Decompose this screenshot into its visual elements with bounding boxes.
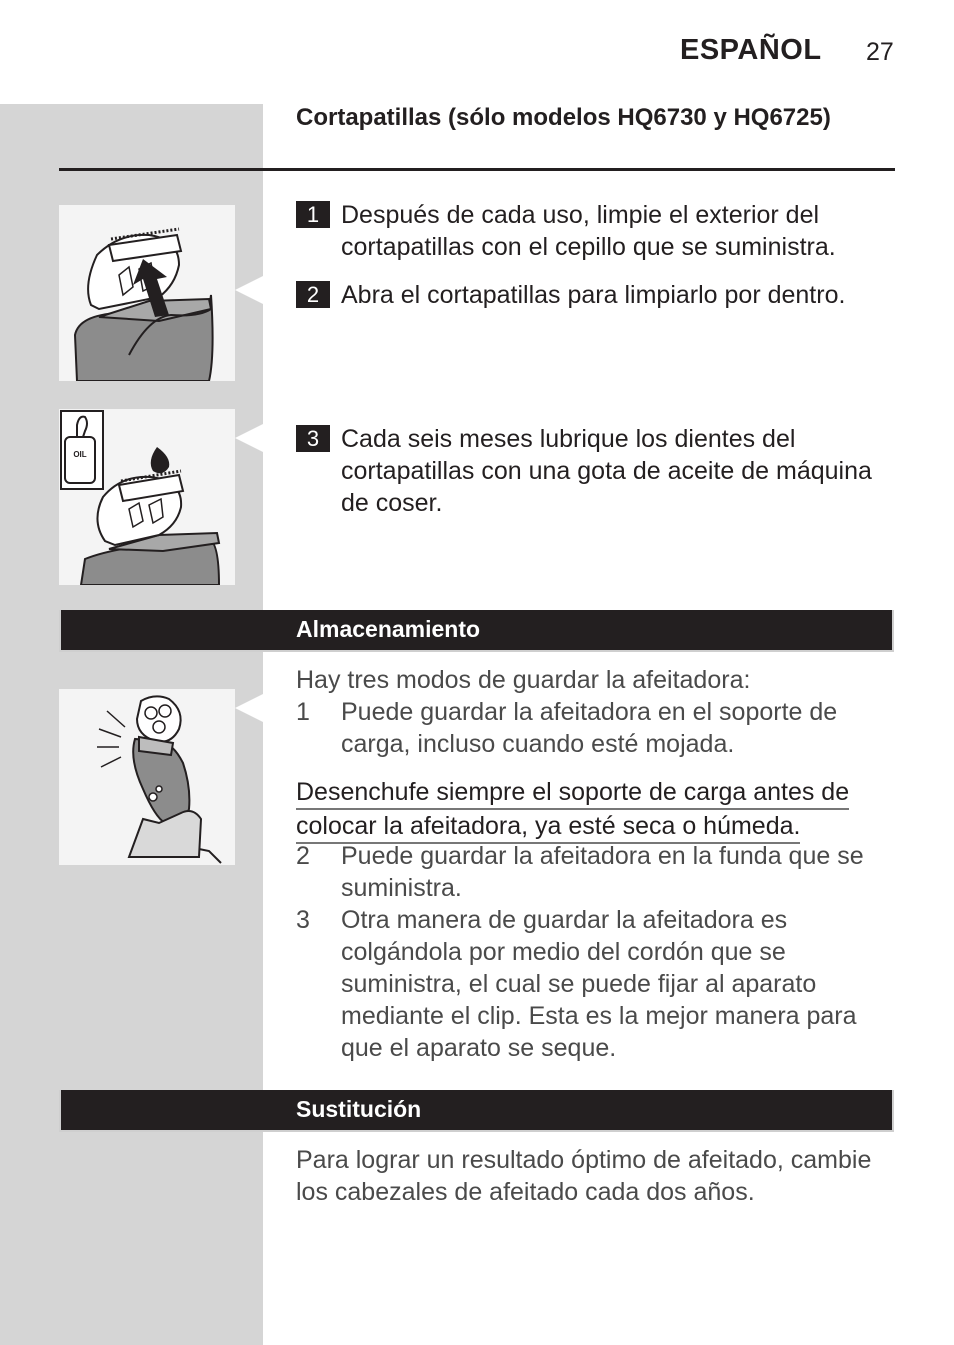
step-text: Después de cada uso, limpie el exterior del cortapatillas con el cepillo que se suministra.	[341, 201, 836, 261]
section-title-replacement: Sustitución	[296, 1096, 422, 1122]
list-text: Puede guardar la afeitadora en el soporte de carga, incluso cuando esté mojada.	[341, 698, 838, 758]
illustration-pointer	[235, 424, 263, 452]
illustration-shaver-stand	[59, 689, 235, 865]
list-text: Otra manera de guardar la afeitadora es colgándola por medio del cordón que se suministra, el cual se puede fijar al aparato mediante el clip. Esta es la mejor manera para que el aparato se seque.	[341, 906, 857, 1062]
illustration-pointer	[235, 694, 263, 722]
list-number: 1	[296, 698, 310, 726]
step-text: Cada seis meses lubrique los dientes del cortapatillas con una gota de aceite de máquina de coser.	[341, 425, 872, 517]
oil-bottle-label: OIL	[73, 450, 87, 459]
section-title-storage: Almacenamiento	[296, 616, 481, 642]
step-number: 2	[296, 281, 330, 308]
list-number: 2	[296, 842, 310, 870]
warning-line: Desenchufe siempre el soporte de carga antes de	[296, 776, 849, 810]
warning-line: colocar la afeitadora, ya esté seca o húmeda.	[296, 810, 800, 844]
storage-intro: Hay tres modos de guardar la afeitadora:	[296, 666, 751, 694]
storage-warning	[296, 776, 886, 844]
step-number: 3	[296, 425, 330, 452]
section-title-trimmer: Cortapatillas (sólo modelos HQ6730 y HQ6725)	[296, 104, 831, 131]
list-number: 3	[296, 906, 310, 934]
replacement-text: Para lograr un resultado óptimo de afeitado, cambie los cabezales de afeitado cada dos años.	[296, 1146, 872, 1206]
step-number: 1	[296, 201, 330, 228]
step-1	[296, 199, 896, 263]
step-2	[296, 279, 896, 311]
illustration-trimmer-open	[59, 205, 235, 381]
illustration-trimmer-oil	[59, 409, 235, 585]
section-bar-replacement	[59, 1090, 894, 1132]
step-3	[296, 423, 896, 519]
illustration-pointer	[235, 276, 263, 304]
section-bar-storage	[59, 610, 894, 652]
language-header: ESPAÑOL	[680, 34, 822, 66]
step-text: Abra el cortapatillas para limpiarlo por dentro.	[341, 281, 846, 309]
list-text: Puede guardar la afeitadora en la funda que se suministra.	[341, 842, 864, 902]
section-rule	[59, 168, 895, 171]
page-number: 27	[866, 38, 894, 66]
